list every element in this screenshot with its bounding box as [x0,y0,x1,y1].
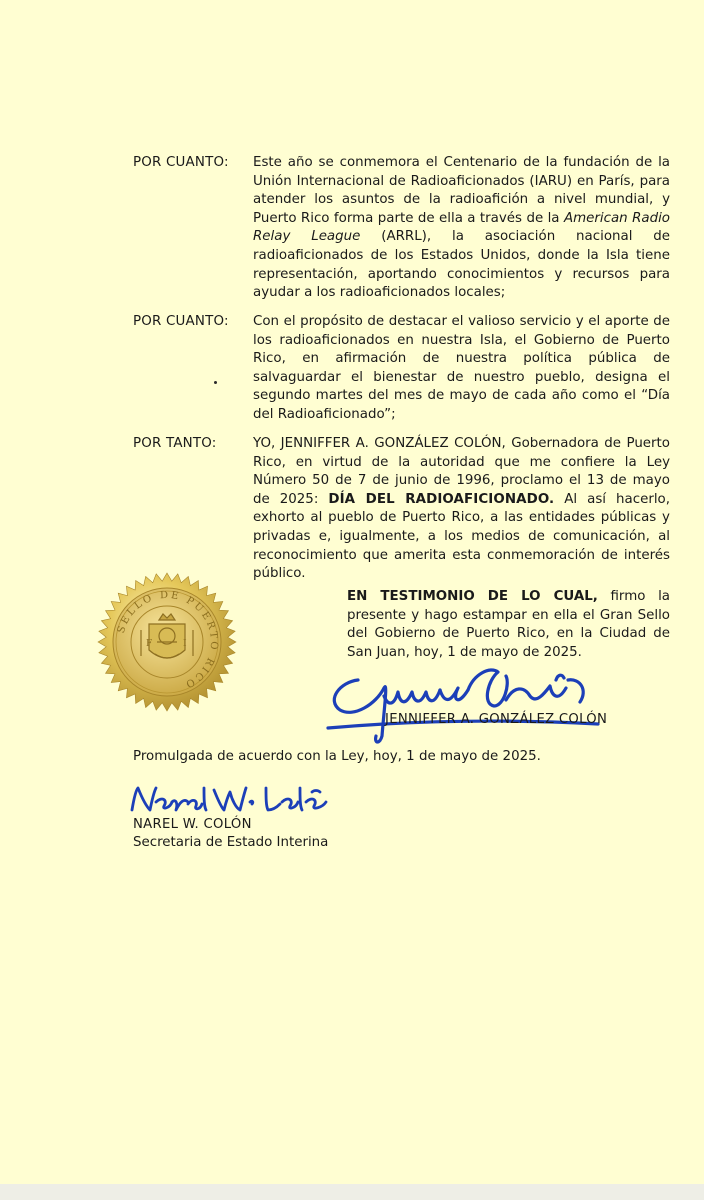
clause-text-segment: (ARRL), la asociación nacional de radioaficionados de los Estados Unidos, donde la Isla tiene representación, aportando conocimientos y recursos para ayudar a los radioaficionados locales; [253,229,671,301]
clause-text-segment: Este año se conmemora el Centenario de la fundación de la Unión Internacional de Radioaficionados (IARU) en París, para atender los asuntos de la radioafición a nivel mundial, y Puerto Rico forma parte de ella a través de la [253,155,670,226]
secretary-title: Secretaria de Estado Interina [133,835,329,850]
testimony-lead: EN TESTIMONIO DE LO CUAL, [347,589,598,604]
clause-label: POR CUANTO: [133,314,229,329]
ink-speck [214,381,217,384]
governor-name: JENNIFFER A. GONZÁLEZ COLÓN [385,712,608,727]
svg-text:I: I [183,639,187,649]
clause-text-segment: DÍA DEL RADIOAFICIONADO. [328,491,555,507]
clause-text-segment: American Radio Relay League [253,210,670,245]
clause-text-segment: YO, JENNIFFER A. GONZÁLEZ COLÓN, Gobernadora de Puerto Rico, en virtud de la autoridad que me confiere la Ley Número 50 de 7 de junio de 1996, proclamo el 13 de mayo de 2025: [253,436,670,507]
clause-body [253,435,670,584]
governor-signature-icon [318,640,618,750]
page-bottom-edge [0,1184,704,1200]
secretary-signature-icon [126,780,336,820]
promulgation-line: Promulgada de acuerdo con la Ley, hoy, 1 de mayo de 2025. [133,749,541,764]
svg-text:F: F [146,639,153,649]
clause-label: POR CUANTO: [133,155,229,170]
clause-text-segment: Con el propósito de destacar el valioso servicio y el aporte de los radioaficionados en nuestra Isla, el Gobierno de Puerto Rico, en afirmación de nuestra política pública de salvaguardar el bienestar de nuestro pueblo, designa el segundo martes del mes de mayo de cada año como el “Día del Radioaficionado”; [253,314,670,422]
secretary-name: NAREL W. COLÓN [133,817,252,832]
clause-body [253,313,670,425]
seal-text: SELLO DE PUERTO RICO [115,589,220,691]
clause-label: POR TANTO: [133,436,217,451]
testimony-text: firmo la presente y hago estampar en ella el Gran Sello del Gobierno de Puerto Rico, en la Ciudad de San Juan, hoy, 1 de mayo de 2025. [347,589,670,660]
clause-text-segment: Al así hacerlo, exhorto al pueblo de Puerto Rico, a las entidades públicas y privadas e, igualmente, a los medios de comunicación, al reconocimiento que amerita esta conmemoración de interés público. [253,491,670,582]
clause-body [253,154,670,303]
gold-seal-icon [97,572,237,712]
